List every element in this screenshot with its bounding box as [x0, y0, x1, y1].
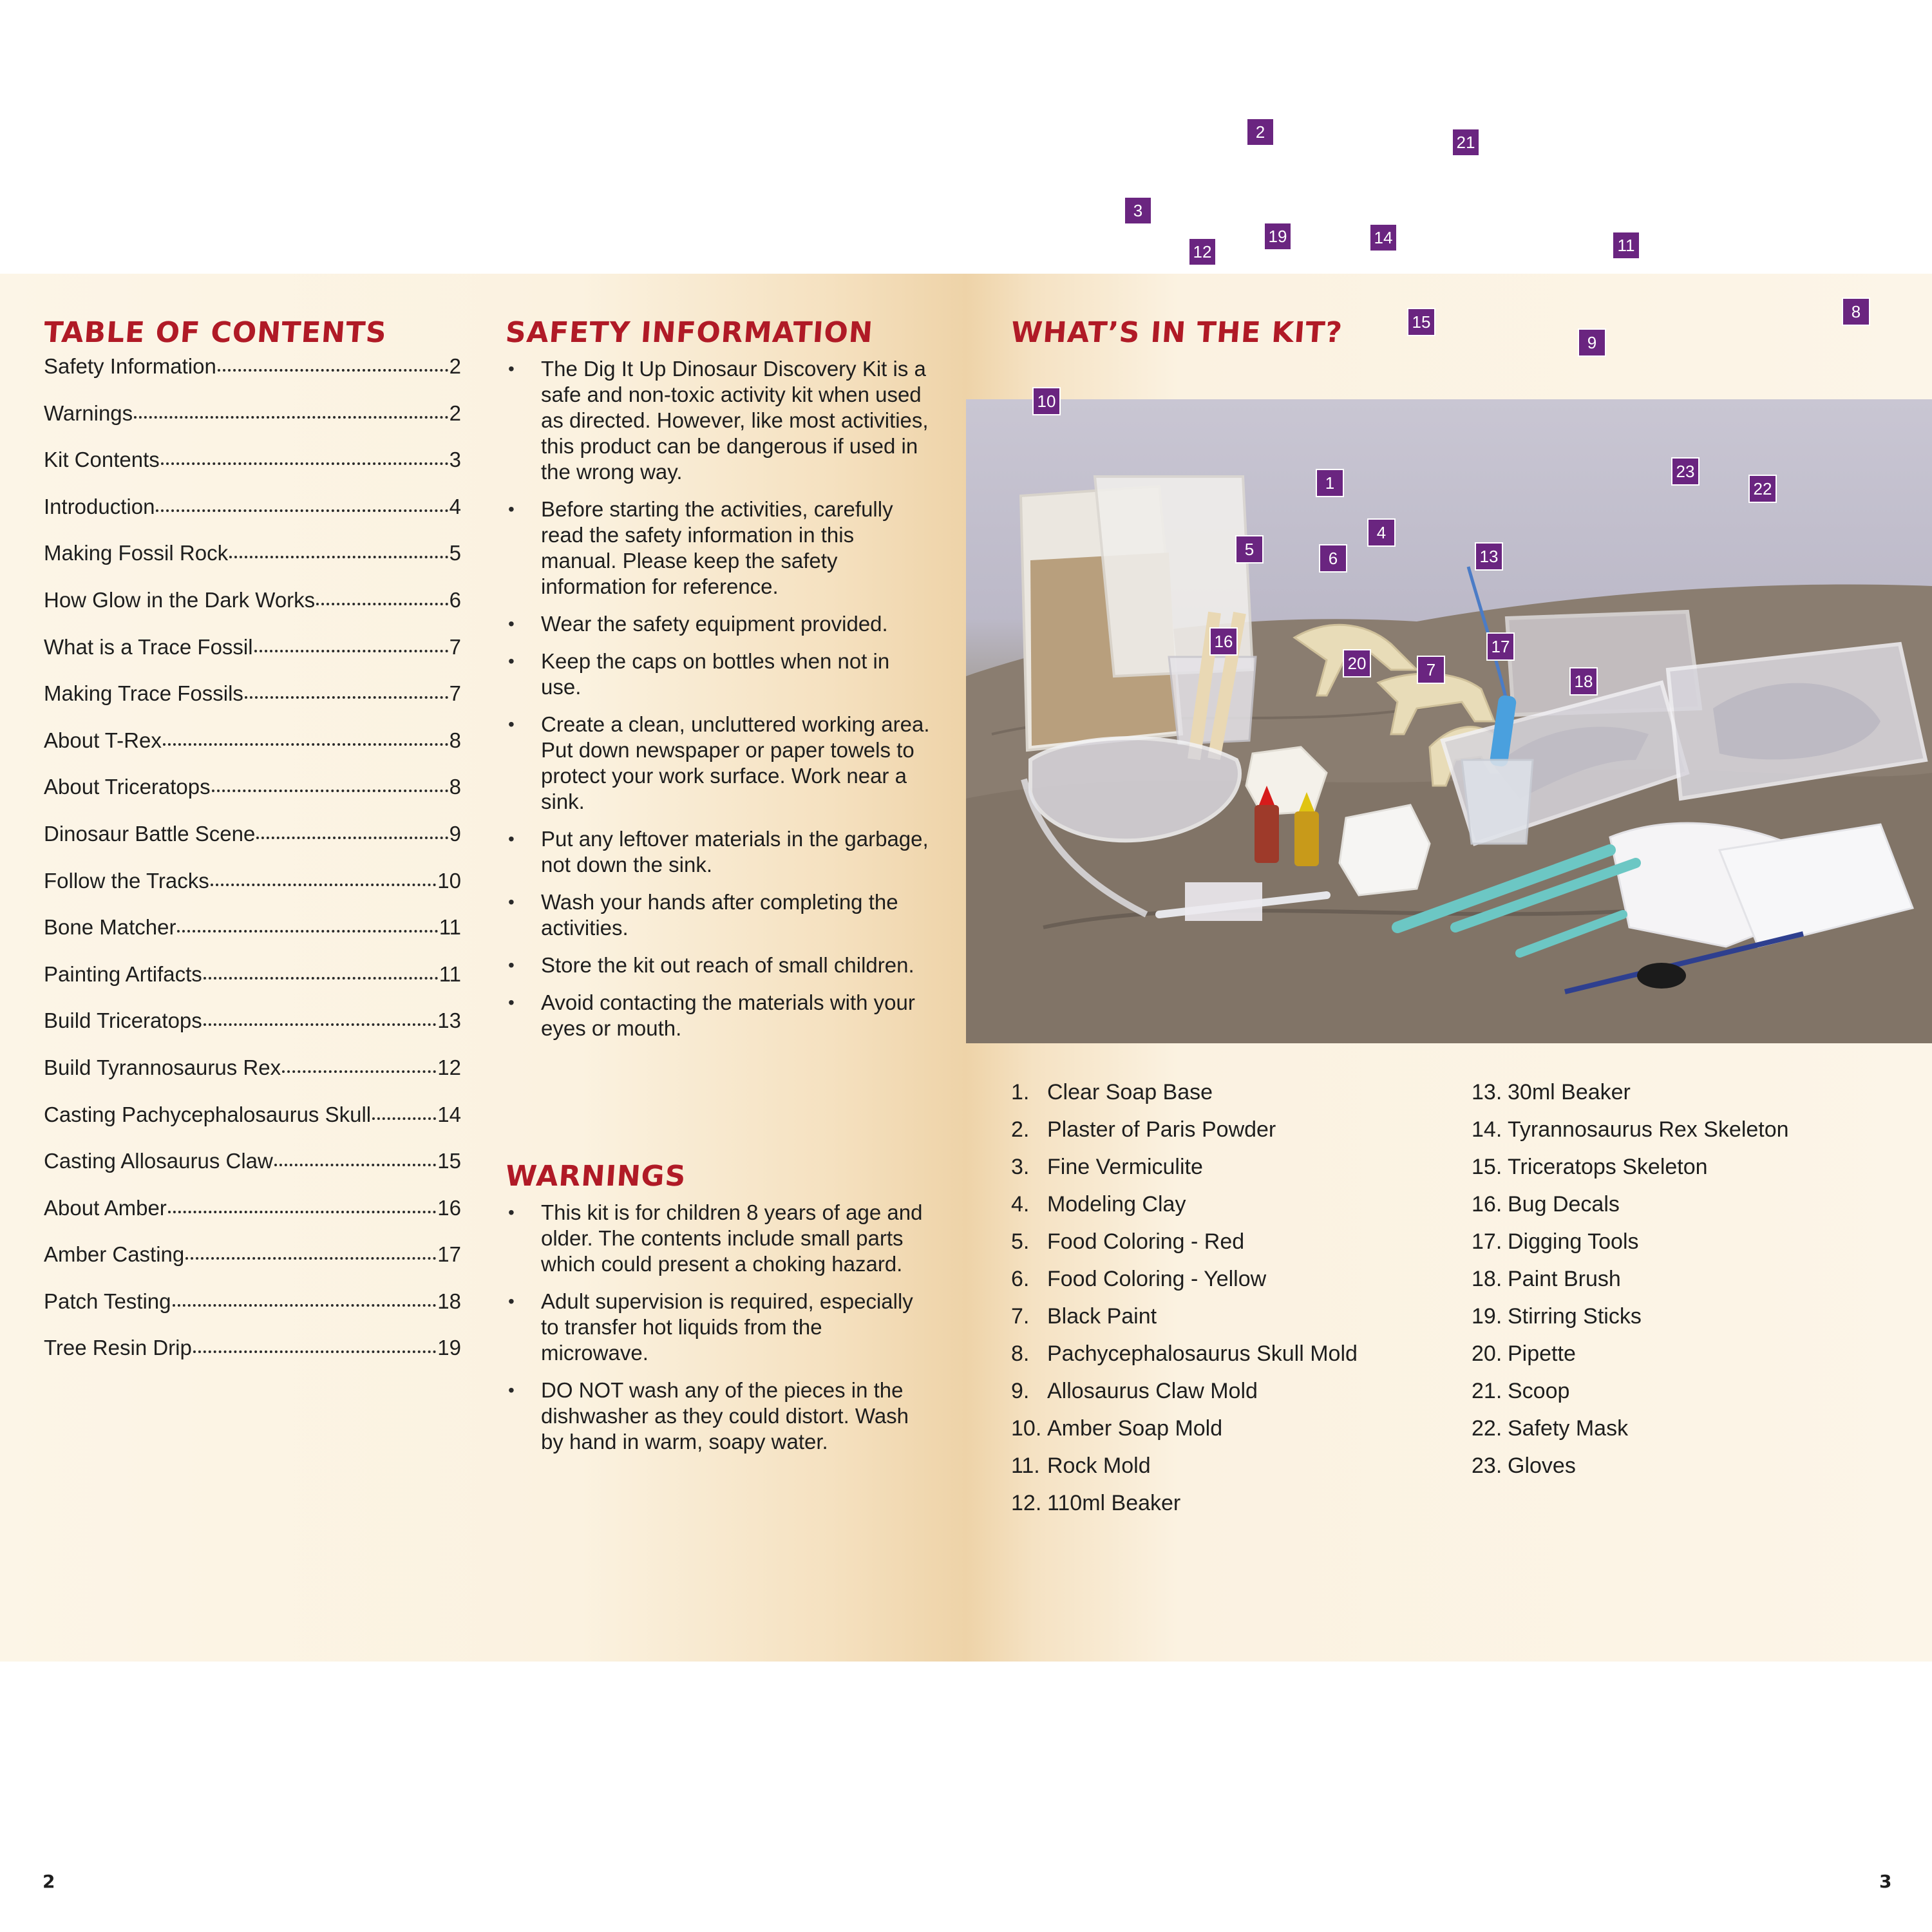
safety-bullet: • Keep the caps on bottles when not in use. — [506, 649, 934, 700]
kit-item — [1011, 1372, 1436, 1410]
toc-entry-page: 5 — [449, 541, 461, 565]
toc-entry-title: Tree Resin Drip — [44, 1336, 192, 1360]
toc-dot-leader — [218, 369, 448, 372]
toc-entry — [44, 354, 461, 401]
toc-dot-leader — [211, 884, 437, 886]
kit-item-number: 5. — [1011, 1229, 1030, 1254]
toc-entry-title: Painting Artifacts — [44, 961, 202, 986]
toc-entry-title: Amber Casting — [44, 1242, 185, 1267]
kit-item-name: Pachycephalosaurus Skull Mold — [1047, 1341, 1358, 1366]
safety-bullet: • Put any leftover materials in the garbage, not down the sink. — [506, 826, 934, 878]
toc-entry-page: 11 — [439, 915, 461, 940]
kit-list-right — [1472, 1074, 1922, 1484]
toc-entry — [44, 401, 461, 448]
toc-entry-title: Casting Allosaurus Claw — [44, 1149, 273, 1173]
kit-item-number: 22. — [1472, 1416, 1502, 1441]
photo-badge-17: 17 — [1486, 632, 1515, 661]
toc-entry-page: 12 — [437, 1055, 461, 1079]
toc-dot-leader — [193, 1350, 436, 1353]
toc-entry-title: How Glow in the Dark Works — [44, 587, 316, 612]
photo-badge-5: 5 — [1235, 535, 1264, 564]
kit-item-name: Scoop — [1508, 1379, 1570, 1403]
toc-entry-page: 2 — [449, 354, 461, 378]
photo-badge-2: 2 — [1246, 118, 1274, 146]
toc-dot-leader — [256, 837, 448, 839]
warnings-bullet: • This kit is for children 8 years of age and older. The contents include small parts which could present a choking hazard. — [506, 1200, 934, 1277]
kit-item — [1011, 1484, 1436, 1522]
toc-dot-leader — [372, 1117, 436, 1120]
kit-item-number: 4. — [1011, 1192, 1030, 1217]
toc-entry-title: Follow the Tracks — [44, 868, 209, 893]
toc-entry-title: Build Triceratops — [44, 1009, 202, 1033]
toc-entry-page: 8 — [449, 775, 461, 799]
toc-entry — [44, 1009, 461, 1056]
kit-item — [1011, 1410, 1436, 1447]
kit-item-name: Digging Tools — [1508, 1229, 1639, 1254]
toc-entry — [44, 1103, 461, 1150]
safety-bullet: • Before starting the activities, carefully read the safety information in this manual. Please keep the safety information for reference. — [506, 497, 934, 600]
toc-entry — [44, 448, 461, 495]
kit-item-name: Food Coloring - Red — [1047, 1229, 1245, 1254]
photo-badge-19: 19 — [1264, 222, 1292, 251]
kit-item-name: Black Paint — [1047, 1304, 1157, 1329]
kit-item-number: 20. — [1472, 1341, 1502, 1366]
toc-entry-title: Bone Matcher — [44, 915, 176, 940]
toc-entry-page: 3 — [449, 448, 461, 472]
toc-entry — [44, 728, 461, 775]
kit-heading: WHAT’S IN THE KIT? — [1010, 316, 1344, 349]
kit-item — [1472, 1410, 1922, 1447]
kit-list-left — [1011, 1074, 1436, 1522]
toc-entry-page: 13 — [437, 1009, 461, 1033]
page-number-right: 3 — [1879, 1871, 1892, 1892]
toc-entry-page: 10 — [437, 868, 461, 893]
safety-bullet: • The Dig It Up Dinosaur Discovery Kit is a safe and non-toxic activity kit when used as directed. However, like most activities, this product can be dangerous if used in the wrong way. — [506, 356, 934, 485]
kit-item-name: Rock Mold — [1047, 1454, 1151, 1478]
photo-badge-22: 22 — [1748, 475, 1777, 503]
toc-entry-page: 9 — [449, 821, 461, 846]
toc-entry — [44, 1242, 461, 1289]
kit-item-number: 15. — [1472, 1155, 1502, 1179]
photo-badge-1: 1 — [1316, 469, 1344, 497]
kit-item-number: 19. — [1472, 1304, 1502, 1329]
toc-dot-leader — [245, 696, 448, 699]
kit-item-number: 10. — [1011, 1416, 1042, 1441]
toc-entry — [44, 962, 461, 1009]
page-number-left: 2 — [43, 1871, 55, 1892]
kit-item-number: 8. — [1011, 1341, 1030, 1366]
toc-entry — [44, 915, 461, 962]
kit-item-number: 21. — [1472, 1379, 1502, 1403]
kit-item-name: Allosaurus Claw Mold — [1047, 1379, 1258, 1403]
photo-badge-14: 14 — [1369, 223, 1397, 252]
toc-dot-leader — [177, 930, 437, 933]
toc-entry-page: 14 — [437, 1102, 461, 1126]
photo-badge-18: 18 — [1569, 667, 1598, 696]
toc-dot-leader — [185, 1257, 436, 1260]
toc-entry — [44, 588, 461, 635]
toc-dot-leader — [274, 1164, 436, 1166]
kit-item — [1472, 1186, 1922, 1223]
toc-entry — [44, 681, 461, 728]
kit-item — [1472, 1298, 1922, 1335]
toc-entry-title: Patch Testing — [44, 1289, 171, 1313]
toc-heading: TABLE OF CONTENTS — [43, 316, 388, 349]
toc-entry — [44, 495, 461, 542]
kit-item-name: 110ml Beaker — [1047, 1491, 1181, 1515]
kit-item — [1472, 1148, 1922, 1186]
kit-item-number: 11. — [1011, 1454, 1040, 1478]
toc-entry-title: Warnings — [44, 401, 133, 425]
kit-item — [1472, 1074, 1922, 1111]
toc-entry-title: Casting Pachycephalosaurus Skull — [44, 1102, 372, 1126]
toc-entry-title: Safety Information — [44, 354, 216, 378]
warnings-bullet: • DO NOT wash any of the pieces in the dishwasher as they could distort. Wash by hand in warm, soapy water. — [506, 1378, 934, 1455]
toc-entry — [44, 869, 461, 916]
kit-item-name: Safety Mask — [1508, 1416, 1629, 1441]
kit-item-name: Amber Soap Mold — [1047, 1416, 1223, 1441]
toc-entry-page: 7 — [449, 681, 461, 706]
kit-item — [1472, 1335, 1922, 1372]
kit-item — [1472, 1447, 1922, 1484]
photo-badge-6: 6 — [1319, 544, 1347, 573]
toc-dot-leader — [254, 650, 448, 652]
kit-item — [1011, 1074, 1436, 1111]
safety-list — [506, 356, 934, 1053]
toc-dot-leader — [161, 462, 448, 465]
kit-item — [1011, 1298, 1436, 1335]
toc-entry-page: 6 — [449, 587, 461, 612]
photo-badge-23: 23 — [1671, 457, 1700, 486]
kit-item-name: Plaster of Paris Powder — [1047, 1117, 1276, 1142]
toc-dot-leader — [204, 1023, 437, 1026]
toc-entry-page: 7 — [449, 634, 461, 659]
photo-badge-16: 16 — [1209, 627, 1238, 656]
toc-entry-page: 18 — [437, 1289, 461, 1313]
toc-entry-title: About T-Rex — [44, 728, 162, 752]
photo-badge-9: 9 — [1578, 328, 1606, 357]
toc-dot-leader — [204, 977, 438, 980]
safety-bullet: • Create a clean, uncluttered working area. Put down newspaper or paper towels to protect your work surface. Work near a sink. — [506, 712, 934, 815]
toc-dot-leader — [134, 416, 448, 419]
kit-item-number: 12. — [1011, 1491, 1042, 1515]
toc-entry — [44, 1149, 461, 1196]
kit-item-name: Clear Soap Base — [1047, 1080, 1213, 1104]
kit-item-number: 13. — [1472, 1080, 1502, 1104]
toc-dot-leader — [156, 509, 448, 512]
warnings-list — [506, 1200, 934, 1466]
kit-item-number: 7. — [1011, 1304, 1030, 1329]
kit-item-name: Tyrannosaurus Rex Skeleton — [1508, 1117, 1789, 1142]
kit-item-number: 9. — [1011, 1379, 1030, 1403]
kit-item — [1472, 1372, 1922, 1410]
kit-item — [1011, 1260, 1436, 1298]
kit-item-name: Fine Vermiculite — [1047, 1155, 1203, 1179]
toc-dot-leader — [168, 1211, 437, 1213]
toc-entry-title: Kit Contents — [44, 448, 160, 472]
kit-item — [1472, 1260, 1922, 1298]
toc-entry-title: About Triceratops — [44, 775, 211, 799]
toc-entry-title: Dinosaur Battle Scene — [44, 821, 256, 846]
toc-entry — [44, 775, 461, 822]
kit-item-number: 17. — [1472, 1229, 1502, 1254]
toc-dot-leader — [173, 1304, 437, 1307]
kit-item-name: Gloves — [1508, 1454, 1576, 1478]
kit-item-name: Modeling Clay — [1047, 1192, 1186, 1217]
photo-badge-13: 13 — [1475, 542, 1503, 571]
kit-photo-illustration — [966, 399, 1932, 1043]
kit-item — [1472, 1111, 1922, 1148]
toc-dot-leader — [212, 790, 448, 792]
toc-entry-title: Introduction — [44, 494, 155, 518]
toc-entry-title: Making Trace Fossils — [44, 681, 243, 706]
kit-item-number: 3. — [1011, 1155, 1030, 1179]
toc-entry-page: 8 — [449, 728, 461, 752]
toc-entry-page: 19 — [437, 1336, 461, 1360]
photo-badge-21: 21 — [1452, 128, 1480, 156]
toc-dot-leader — [282, 1070, 436, 1073]
photo-badge-10: 10 — [1032, 387, 1061, 415]
toc-entry — [44, 822, 461, 869]
toc-entry-page: 11 — [439, 961, 461, 986]
photo-badge-8: 8 — [1842, 298, 1870, 326]
toc-entry-page: 4 — [449, 494, 461, 518]
kit-item-name: Food Coloring - Yellow — [1047, 1267, 1267, 1291]
toc-entry-page: 15 — [437, 1149, 461, 1173]
warnings-bullet: • Adult supervision is required, especially to transfer hot liquids from the microwave. — [506, 1289, 934, 1366]
kit-item-number: 2. — [1011, 1117, 1030, 1142]
kit-item-name: Stirring Sticks — [1508, 1304, 1642, 1329]
photo-badge-3: 3 — [1124, 196, 1152, 225]
kit-item-number: 23. — [1472, 1454, 1502, 1478]
photo-badge-15: 15 — [1407, 308, 1435, 336]
kit-item-name: Triceratops Skeleton — [1508, 1155, 1708, 1179]
kit-item-number: 18. — [1472, 1267, 1502, 1291]
toc-entry — [44, 1056, 461, 1103]
safety-bullet: • Wash your hands after completing the activities. — [506, 889, 934, 941]
toc-dot-leader — [163, 743, 448, 746]
toc-entry-title: About Amber — [44, 1195, 167, 1220]
safety-bullet: • Wear the safety equipment provided. — [506, 611, 934, 637]
toc-entry-title: Making Fossil Rock — [44, 541, 229, 565]
photo-badge-7: 7 — [1417, 656, 1445, 684]
kit-item-number: 16. — [1472, 1192, 1502, 1217]
kit-item — [1011, 1111, 1436, 1148]
kit-item — [1472, 1223, 1922, 1260]
kit-item — [1011, 1186, 1436, 1223]
kit-item — [1011, 1447, 1436, 1484]
toc-entry-page: 17 — [437, 1242, 461, 1267]
toc-entry-page: 2 — [449, 401, 461, 425]
photo-badge-12: 12 — [1188, 238, 1217, 266]
safety-bullet: • Avoid contacting the materials with your eyes or mouth. — [506, 990, 934, 1041]
photo-badge-11: 11 — [1612, 231, 1640, 260]
table-of-contents — [44, 354, 461, 1383]
kit-item-number: 14. — [1472, 1117, 1502, 1142]
kit-item-number: 6. — [1011, 1267, 1030, 1291]
kit-item-name: Bug Decals — [1508, 1192, 1620, 1217]
kit-item-name: 30ml Beaker — [1508, 1080, 1631, 1104]
kit-item — [1011, 1335, 1436, 1372]
safety-bullet: • Store the kit out reach of small children. — [506, 952, 934, 978]
kit-item-name: Pipette — [1508, 1341, 1576, 1366]
left-page — [0, 274, 966, 1892]
toc-dot-leader — [316, 603, 448, 605]
kit-item-number: 1. — [1011, 1080, 1030, 1104]
photo-badge-4: 4 — [1367, 518, 1396, 547]
toc-entry-title: Build Tyrannosaurus Rex — [44, 1055, 281, 1079]
kit-item — [1011, 1223, 1436, 1260]
toc-entry — [44, 541, 461, 588]
kit-item — [1011, 1148, 1436, 1186]
safety-heading: SAFETY INFORMATION — [504, 316, 875, 349]
warnings-heading: WARNINGS — [504, 1160, 688, 1193]
photo-badge-20: 20 — [1343, 649, 1371, 677]
toc-entry-page: 16 — [437, 1195, 461, 1220]
toc-entry — [44, 1336, 461, 1383]
toc-entry-title: What is a Trace Fossil — [44, 634, 253, 659]
kit-item-name: Paint Brush — [1508, 1267, 1621, 1291]
toc-dot-leader — [229, 556, 448, 558]
toc-entry — [44, 1196, 461, 1243]
toc-entry — [44, 1289, 461, 1336]
toc-entry — [44, 635, 461, 682]
